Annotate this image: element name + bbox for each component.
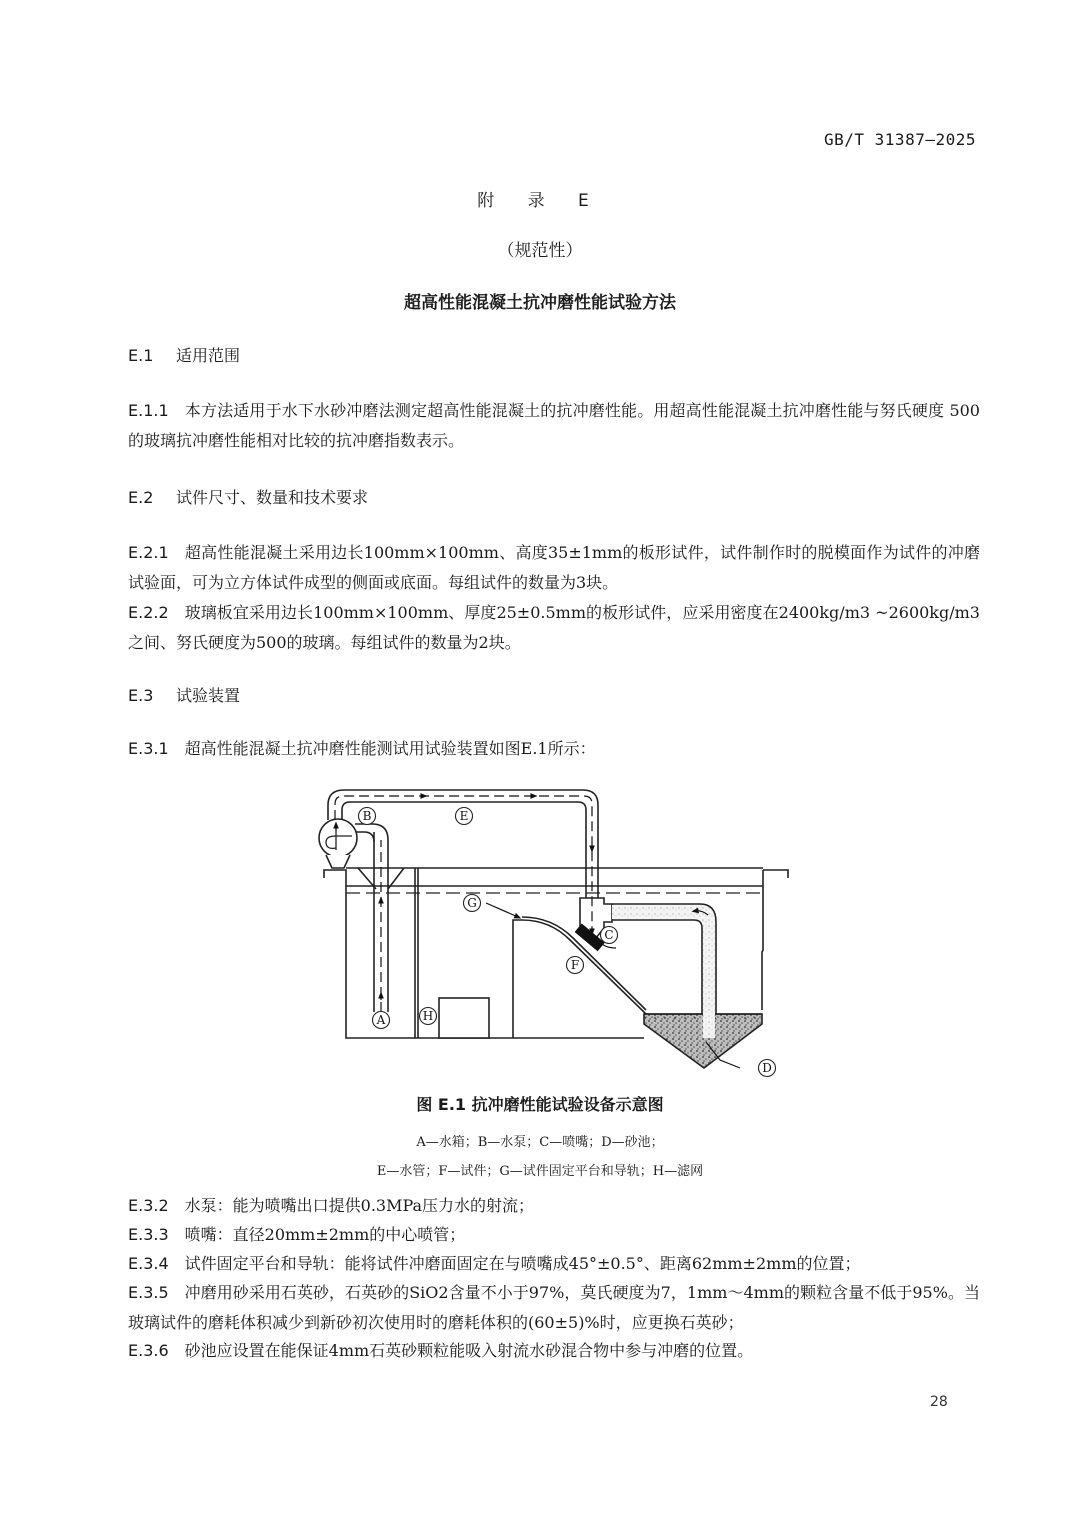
clause-number: E.3.4 [128,1254,169,1273]
figure-legend-line1: A—水箱；B—水泵；C—喷嘴；D—砂池； [416,1135,664,1150]
label-f: F [570,958,580,972]
clause-text: 冲磨用砂采用石英砂，石英砂的SiO2含量不小于97%，莫氏硬度为7，1mm～4mm的颗粒含量不低于95%。当玻璃试件的磨耗体积减少到新砂初次使用时的磨耗体积的(60±5)%时，应更换石英砂； [128,1283,980,1332]
label-d: D [762,1061,772,1075]
clause-e1-1 [128,396,980,456]
clause-text: 超高性能混凝土抗冲磨性能测试用试验装置如图E.1所示： [184,739,596,758]
clause-e3-5 [128,1278,980,1338]
section-heading-e3 [128,683,240,706]
standard-number: GB/T 31387—2025 [824,130,976,149]
label-b: B [362,809,372,823]
clause-e2-2 [128,598,980,658]
label-g: G [467,896,477,910]
pump-icon [319,819,357,857]
section-number: E.3 [128,686,154,705]
figure-legend-line2: E—水管；F—试件；G—试件固定平台和导轨；H—滤网 [376,1164,704,1179]
clause-e3-3 [128,1220,980,1250]
label-e: E [459,809,469,823]
clause-number: E.2.1 [128,543,169,562]
figure-caption: 图 E.1 抗冲磨性能试验设备示意图 [416,1095,664,1114]
annex-title: 附 录 E [477,191,603,211]
clause-number: E.1.1 [128,401,169,420]
clause-number: E.3.2 [128,1196,169,1215]
clause-number: E.2.2 [128,603,169,622]
label-h: H [422,1009,434,1023]
page-number: 28 [930,1394,948,1410]
clause-text: 试件固定平台和导轨：能将试件冲磨面固定在与喷嘴成45°±0.5°、距离62mm±2mm的位置； [184,1254,861,1273]
section-title: 试验装置 [176,686,241,705]
clause-e2-1 [128,538,980,598]
section-heading-e1 [128,343,240,366]
label-c: C [604,928,614,942]
annex-name: 超高性能混凝土抗冲磨性能试验方法 [404,293,676,313]
clause-number: E.3.1 [128,739,169,758]
clause-text: 超高性能混凝土采用边长100mm×100mm、高度35±1mm的板形试件，试件制作时的脱模面作为试件的冲磨试验面，可为立方体试件成型的侧面或底面。每组试件的数量为3块。 [128,543,980,592]
clause-text: 本方法适用于水下水砂冲磨法测定超高性能混凝土的抗冲磨性能。用超高性能混凝土抗冲磨性能与努氏硬度 500 的玻璃抗冲磨性能相对比较的抗冲磨指数表示。 [128,401,980,450]
section-title: 适用范围 [176,346,241,365]
label-a: A [376,1013,386,1027]
clause-number: E.3.3 [128,1225,169,1244]
clause-number: E.3.6 [128,1341,169,1360]
clause-e3-4 [128,1249,980,1279]
annex-type: （规范性） [497,241,583,261]
clause-text: 玻璃板宜采用边长100mm×100mm、厚度25±0.5mm的板形试件，应采用密度在2400kg/m3 ~2600kg/m3之间、努氏硬度为500的玻璃。每组试件的数量为2块。 [128,603,980,652]
section-number: E.1 [128,346,154,365]
clause-text: 喷嘴：直径20mm±2mm的中心喷管； [184,1225,466,1244]
figure-e1-diagram [300,780,800,1090]
section-number: E.2 [128,488,154,507]
clause-text: 砂池应设置在能保证4mm石英砂颗粒能吸入射流水砂混合物中参与冲磨的位置。 [184,1341,754,1360]
clause-e3-2 [128,1191,980,1221]
clause-e3-6 [128,1336,980,1366]
clause-e3-1 [128,734,980,764]
section-heading-e2 [128,485,368,508]
clause-text: 水泵：能为喷嘴出口提供0.3MPa压力水的射流； [184,1196,535,1215]
clause-number: E.3.5 [128,1283,169,1302]
section-title: 试件尺寸、数量和技术要求 [176,488,369,507]
